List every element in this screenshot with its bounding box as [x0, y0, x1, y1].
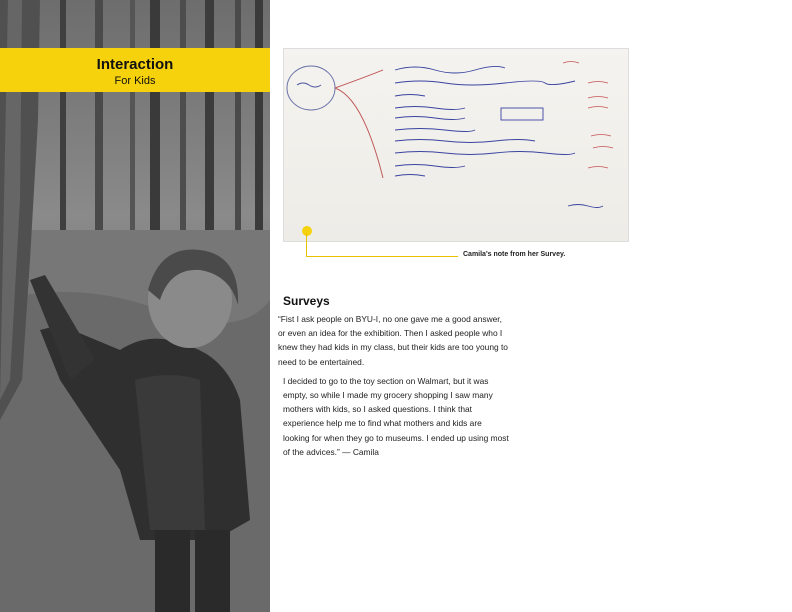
page-subtitle: For Kids — [114, 75, 156, 87]
quote-paragraph-1: “Fist I ask people on BYU-I, no one gave me a good answer, or even an idea for the exhibition. Then I asked people who I knew they had kids in my class, but their kids are too young to need to be entertained. — [278, 314, 508, 367]
camila-quote — [278, 312, 510, 464]
quote-paragraph-2: I decided to go to the toy section on Walmart, but it was empty, so while I made my grocery shopping I saw many mothers with kids, so I asked questions. I think that experience help me to find what mothers and kids are looking for when they go to museums. I ended up using most of the advices.” — Camila — [283, 375, 509, 457]
survey-note-photo — [283, 48, 629, 242]
handwritten-notes-illustration — [283, 48, 629, 242]
title-band — [0, 48, 270, 92]
caption-marker-dot — [302, 226, 312, 236]
page-title: Interaction — [96, 56, 174, 73]
photo-caption: Camila's note from her Survey. — [463, 251, 566, 258]
caption-leader-horizontal — [306, 256, 458, 257]
section-heading: Surveys — [283, 294, 330, 308]
child-forest-photo — [0, 0, 270, 612]
caption-leader-vertical — [306, 233, 307, 256]
